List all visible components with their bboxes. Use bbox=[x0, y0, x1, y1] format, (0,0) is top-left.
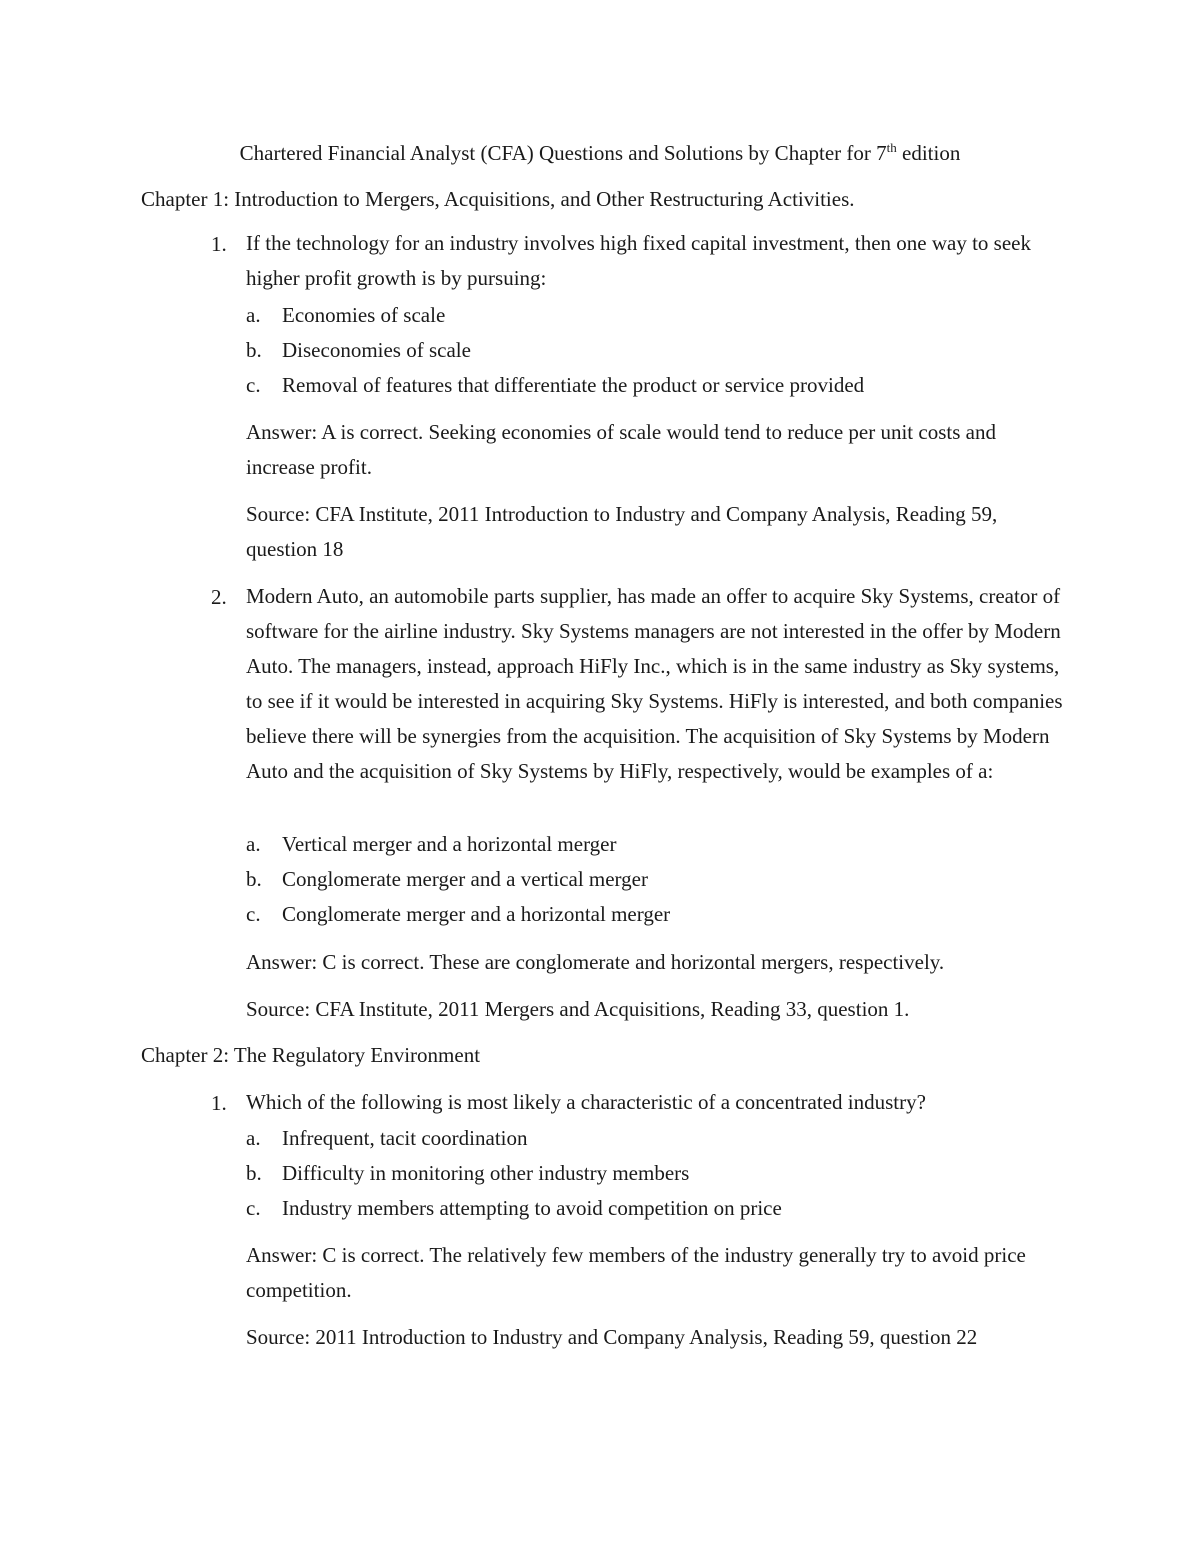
question-number: 1. bbox=[211, 1091, 227, 1115]
option-text: Infrequent, tacit coordination bbox=[282, 1126, 528, 1150]
document-title bbox=[0, 139, 1200, 167]
option-text: Conglomerate merger and a vertical merger bbox=[282, 867, 648, 891]
question-number: 1. bbox=[211, 232, 227, 256]
question-text: If the technology for an industry involves high fixed capital investment, then one way to seek higher profit growth is by pursuing: bbox=[246, 231, 1031, 290]
option-letter: c. bbox=[246, 902, 261, 926]
title-text: Chartered Financial Analyst (CFA) Questions and Solutions by Chapter for 7 bbox=[239, 141, 887, 165]
option-text: Vertical merger and a horizontal merger bbox=[282, 832, 617, 856]
option-text: Conglomerate merger and a horizontal merger bbox=[282, 902, 671, 926]
option-text: Removal of features that differentiate the product or service provided bbox=[282, 373, 865, 397]
source-text: Source: CFA Institute, 2011 Mergers and Acquisitions, Reading 33, question 1. bbox=[246, 997, 910, 1021]
option-letter: c. bbox=[246, 1196, 261, 1220]
option-letter: a. bbox=[246, 832, 261, 856]
source-text: Source: 2011 Introduction to Industry and Company Analysis, Reading 59, question 22 bbox=[246, 1325, 978, 1349]
answer-text: Answer: C is correct. The relatively few members of the industry generally try to avoid price competition. bbox=[246, 1243, 1026, 1302]
source-text: Source: CFA Institute, 2011 Introduction to Industry and Company Analysis, Reading 59, question 18 bbox=[246, 502, 998, 561]
title-tail: edition bbox=[896, 141, 961, 165]
chapter-heading: Chapter 1: Introduction to Mergers, Acquisitions, and Other Restructuring Activities. bbox=[141, 187, 855, 211]
question-text: Modern Auto, an automobile parts supplier, has made an offer to acquire Sky Systems, creator of software for the airline industry. Sky Systems managers are not interested in the offer by Modern Auto. The managers, instead, approach HiFly Inc., which is in the same industry as Sky systems, to see if it would be interested in acquiring Sky Systems. HiFly is interested, and both companies believe there will be synergies from the acquisition. The acquisition of Sky Systems by Modern Auto and the acquisition of Sky Systems by HiFly, respectively, would be examples of a: bbox=[246, 584, 1063, 783]
option-text: Difficulty in monitoring other industry members bbox=[282, 1161, 690, 1185]
question-number: 2. bbox=[211, 585, 227, 609]
option-letter: a. bbox=[246, 1126, 261, 1150]
option-text: Industry members attempting to avoid competition on price bbox=[282, 1196, 782, 1220]
title-superscript: th bbox=[886, 140, 897, 155]
chapter-heading: Chapter 2: The Regulatory Environment bbox=[141, 1043, 481, 1067]
option-text: Diseconomies of scale bbox=[282, 338, 471, 362]
answer-text: Answer: C is correct. These are conglomerate and horizontal mergers, respectively. bbox=[246, 950, 945, 974]
option-letter: b. bbox=[246, 338, 262, 362]
question-text: Which of the following is most likely a characteristic of a concentrated industry? bbox=[246, 1090, 926, 1114]
option-letter: b. bbox=[246, 1161, 262, 1185]
option-letter: c. bbox=[246, 373, 261, 397]
option-text: Economies of scale bbox=[282, 303, 446, 327]
option-letter: a. bbox=[246, 303, 261, 327]
answer-text: Answer: A is correct. Seeking economies of scale would tend to reduce per unit costs and increase profit. bbox=[246, 420, 996, 479]
option-letter: b. bbox=[246, 867, 262, 891]
